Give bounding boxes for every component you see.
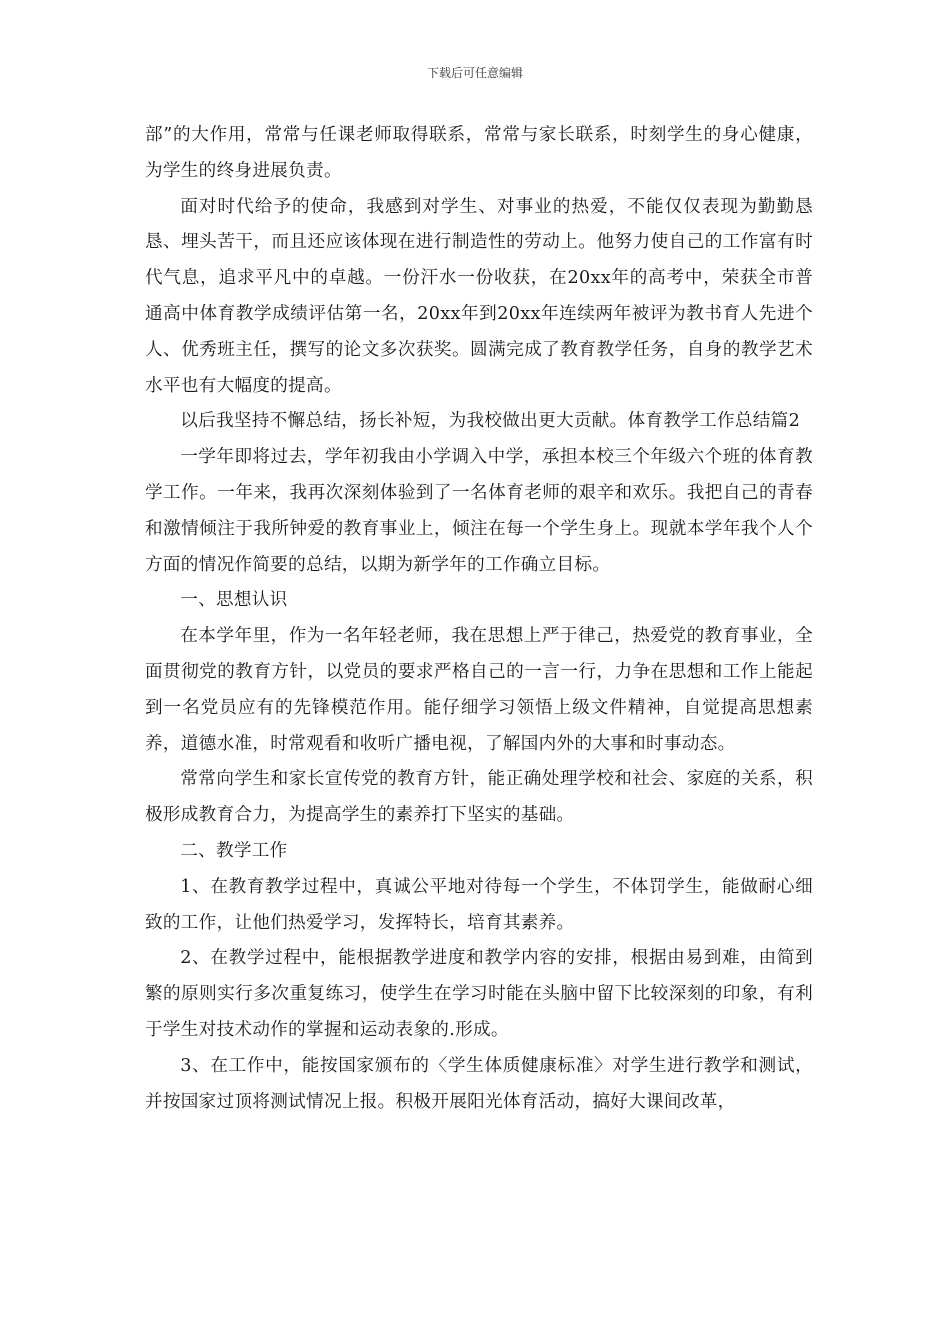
- paragraph: 部”的大作用，常常与任课老师取得联系，常常与家长联系，时刻学生的身心健康，为学生的终身进展负责。: [145, 125, 813, 181]
- paragraph: 2、在教学过程中，能根据教学进度和教学内容的安排，根据由易到难，由简到繁的原则实行多次重复练习，使学生在学习时能在头脑中留下比较深刻的印象，有利于学生对技术动作的掌握和运动表象的.形成。: [145, 948, 813, 1040]
- page-header: 下载后可任意编辑: [426, 66, 523, 80]
- paragraph: 3、在工作中，能按国家颁布的〈学生体质健康标准〉对学生进行教学和测试，并按国家过顶将测试情况上报。积极开展阳光体育活动，搞好大课间改革，: [145, 1055, 813, 1112]
- paragraph: 在本学年里，作为一名年轻老师，我在思想上严于律己，热爱党的教育事业，全面贯彻党的教育方针，以党员的要求严格自己的一言一行，力争在思想和工作上能起到一名党员应有的先锋模范作用。能仔细学习领悟上级文件精神，自觉提高思想素养，道德水准，时常观看和收听广播电视，了解国内外的大事和时事动态。: [145, 626, 813, 754]
- paragraph: 以后我坚持不懈总结，扬长补短，为我校做出更大贡献。体育教学工作总结篇2: [180, 411, 801, 432]
- paragraph: 一学年即将过去，学年初我由小学调入中学，承担本校三个年级六个班的体育教学工作。一年来，我再次深刻体验到了一名体育老师的艰辛和欢乐。我把自己的青春和激情倾注于我所钟爱的教育事业上，倾注在每一个学生身上。现就本学年我个人个方面的情况作简要的总结，以期为新学年的工作确立目标。: [145, 447, 813, 575]
- section-heading: 二、教学工作: [180, 840, 288, 861]
- paragraph: 面对时代给予的使命，我感到对学生、对事业的热爱，不能仅仅表现为勤勤恳恳、埋头苦干，而且还应该体现在进行制造性的劳动上。他努力使自己的工作富有时代气息，追求平凡中的卓越。一份汗水一份收获，在20xx年的高考中，荣获全市普通高中体育教学成绩评估第一名，20xx年到20xx年连续两年被评为教书育人先进个人、优秀班主任，撰写的论文多次获奖。圆满完成了教育教学任务，自身的教学艺术水平也有大幅度的提高。: [145, 196, 813, 396]
- section-heading: 一、思想认识: [180, 590, 288, 611]
- document-body: [145, 118, 813, 1120]
- paragraph: 常常向学生和家长宣传党的教育方针，能正确处理学校和社会、家庭的关系，积极形成教育合力，为提高学生的素养打下坚实的基础。: [145, 769, 813, 826]
- paragraph: 1、在教育教学过程中，真诚公平地对待每一个学生，不体罚学生，能做耐心细致的工作，让他们热爱学习，发挥特长，培育其素养。: [145, 876, 813, 933]
